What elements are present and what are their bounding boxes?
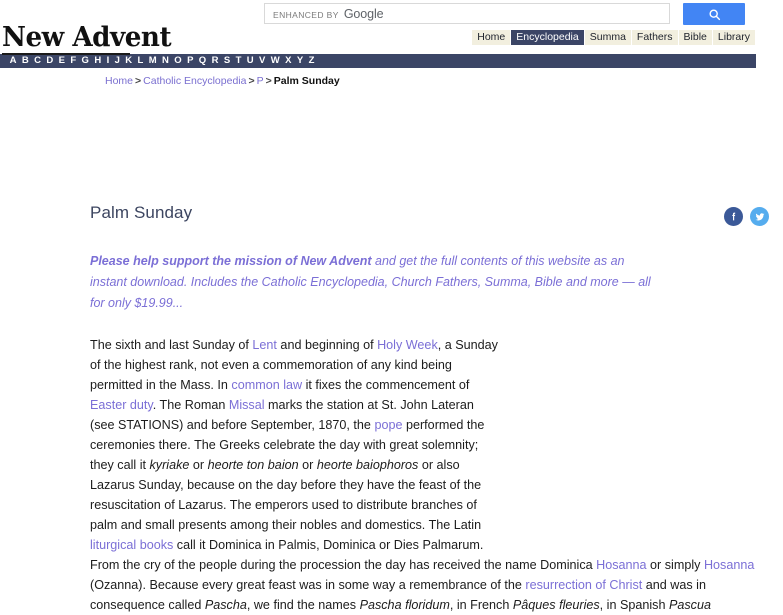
alphabet-letter-m[interactable]: M — [148, 55, 157, 66]
social-share-buttons — [724, 207, 769, 226]
alphabet-letter-g[interactable]: G — [81, 55, 90, 66]
inline-ad-spacer — [501, 335, 763, 547]
alphabet-index-bar — [0, 54, 756, 68]
breadcrumb-separator: > — [248, 75, 255, 87]
article — [0, 202, 783, 615]
alphabet-letter-l[interactable]: L — [137, 55, 144, 66]
nav-tab-home[interactable]: Home — [472, 30, 511, 45]
search-icon — [708, 8, 721, 21]
nav-tab-library[interactable]: Library — [713, 30, 755, 45]
body-link-hosanna-2[interactable]: Hosanna — [703, 558, 755, 572]
search-input[interactable] — [264, 3, 670, 24]
alphabet-letter-d[interactable]: D — [46, 55, 54, 66]
alphabet-letter-x[interactable]: X — [285, 55, 292, 66]
alphabet-letter-k[interactable]: K — [125, 55, 133, 66]
nav-tab-encyclopedia[interactable]: Encyclopedia — [511, 30, 584, 45]
alphabet-letter-j[interactable]: J — [114, 55, 121, 66]
ad-slot-placeholder — [0, 88, 783, 202]
body-link-common-law[interactable]: common law — [231, 378, 303, 392]
breadcrumb-separator: > — [265, 75, 272, 87]
alphabet-letter-h[interactable]: H — [94, 55, 102, 66]
support-appeal[interactable] — [90, 251, 660, 314]
alphabet-letter-n[interactable]: N — [162, 55, 170, 66]
body-link-resurrection-of-christ[interactable]: resurrection of Christ — [525, 578, 643, 592]
body-link-liturgical-books[interactable]: liturgical books — [90, 538, 174, 552]
alphabet-letter-q[interactable]: Q — [198, 55, 207, 66]
alphabet-letter-o[interactable]: O — [174, 55, 182, 66]
article-body — [90, 335, 763, 615]
breadcrumb-item-catholic-encyclopedia[interactable]: Catholic Encyclopedia — [143, 75, 247, 87]
main-nav-tabs — [472, 30, 755, 45]
search-placeholder — [273, 7, 384, 21]
alphabet-letter-s[interactable]: S — [223, 55, 231, 66]
twitter-icon[interactable] — [750, 207, 769, 226]
alphabet-letter-t[interactable]: T — [235, 55, 242, 66]
alphabet-letter-p[interactable]: P — [187, 55, 194, 66]
support-appeal-bold: Please help support the mission of New Advent — [90, 254, 372, 268]
search-button[interactable] — [683, 3, 745, 25]
alphabet-letter-b[interactable]: B — [21, 55, 29, 66]
alphabet-letter-z[interactable]: Z — [308, 55, 315, 66]
body-link-holy-week[interactable]: Holy Week — [377, 338, 438, 352]
body-link-missal[interactable]: Missal — [228, 398, 265, 412]
article-body-text: The sixth and last Sunday of Lent and beginning of Holy Week, a Sunday of the highest rank, not even a commemoration of any kind being permitted in the Mass. In common law it fixes the commencement of Easter duty. The Roman Missal marks the station at St. John Lateran (see STATIONS) and before September, 1870, the pope performed the ceremonies there. The Greeks celebrate the day with great solemnity; they call it kyriake or heorte ton baion or heorte baiophoros or also Lazarus Sunday, because on the day before they have the feast of the resuscitation of Lazarus. The emperors used to distribute branches of palm and small presents among their nobles and domestics. The Latin liturgical books call it Dominica in Palmis, Dominica or Dies Palmarum. From the cry of the people during the procession the day has received the name Dominica Hosanna or simply Hosanna (Ozanna). Because every great feast was in some way a remembrance of the resurrection of Christ and was in consequence called Pascha, we find the names Pascha floridum, in French Pâques fleuries, in Spanish Pascua — [90, 338, 755, 612]
alphabet-letter-a[interactable]: A — [9, 55, 17, 66]
breadcrumb-item-p[interactable]: P — [256, 75, 264, 87]
breadcrumb-separator: > — [135, 75, 142, 87]
nav-tab-bible[interactable]: Bible — [679, 30, 713, 45]
alphabet-letter-r[interactable]: R — [211, 55, 219, 66]
breadcrumb-item-palm-sunday: Palm Sunday — [273, 75, 340, 87]
alphabet-letter-i[interactable]: I — [106, 55, 110, 66]
breadcrumb-item-home[interactable]: Home — [105, 75, 134, 87]
alphabet-letter-v[interactable]: V — [259, 55, 266, 66]
support-appeal-rest: and get the full contents of this website as an instant download. Includes the Catholic Encyclopedia, Church Fathers, Summa, Bible and more — all for only $19.99... — [90, 254, 651, 310]
body-link-lent[interactable]: Lent — [252, 338, 277, 352]
alphabet-letter-y[interactable]: Y — [296, 55, 304, 66]
breadcrumb — [0, 68, 783, 88]
search-placeholder-brand: Google — [343, 6, 384, 21]
logo-underline — [2, 53, 130, 55]
masthead — [0, 22, 783, 54]
alphabet-letters — [0, 54, 317, 68]
facebook-icon[interactable] — [724, 207, 743, 226]
alphabet-letter-f[interactable]: F — [70, 55, 77, 66]
body-link-pope[interactable]: pope — [374, 418, 403, 432]
alphabet-letter-w[interactable]: W — [270, 55, 280, 66]
nav-tab-summa[interactable]: Summa — [585, 30, 632, 45]
search-placeholder-prefix: ENHANCED BY — [273, 9, 339, 20]
nav-tab-fathers[interactable]: Fathers — [632, 30, 679, 45]
alphabet-letter-e[interactable]: E — [58, 55, 66, 66]
alphabet-letter-u[interactable]: U — [246, 55, 254, 66]
site-logo[interactable]: New Advent — [2, 22, 172, 53]
body-link-easter-duty[interactable]: Easter duty — [90, 398, 153, 412]
page-title: Palm Sunday — [90, 203, 193, 222]
body-link-hosanna-1[interactable]: Hosanna — [596, 558, 647, 572]
alphabet-letter-c[interactable]: C — [34, 55, 42, 66]
